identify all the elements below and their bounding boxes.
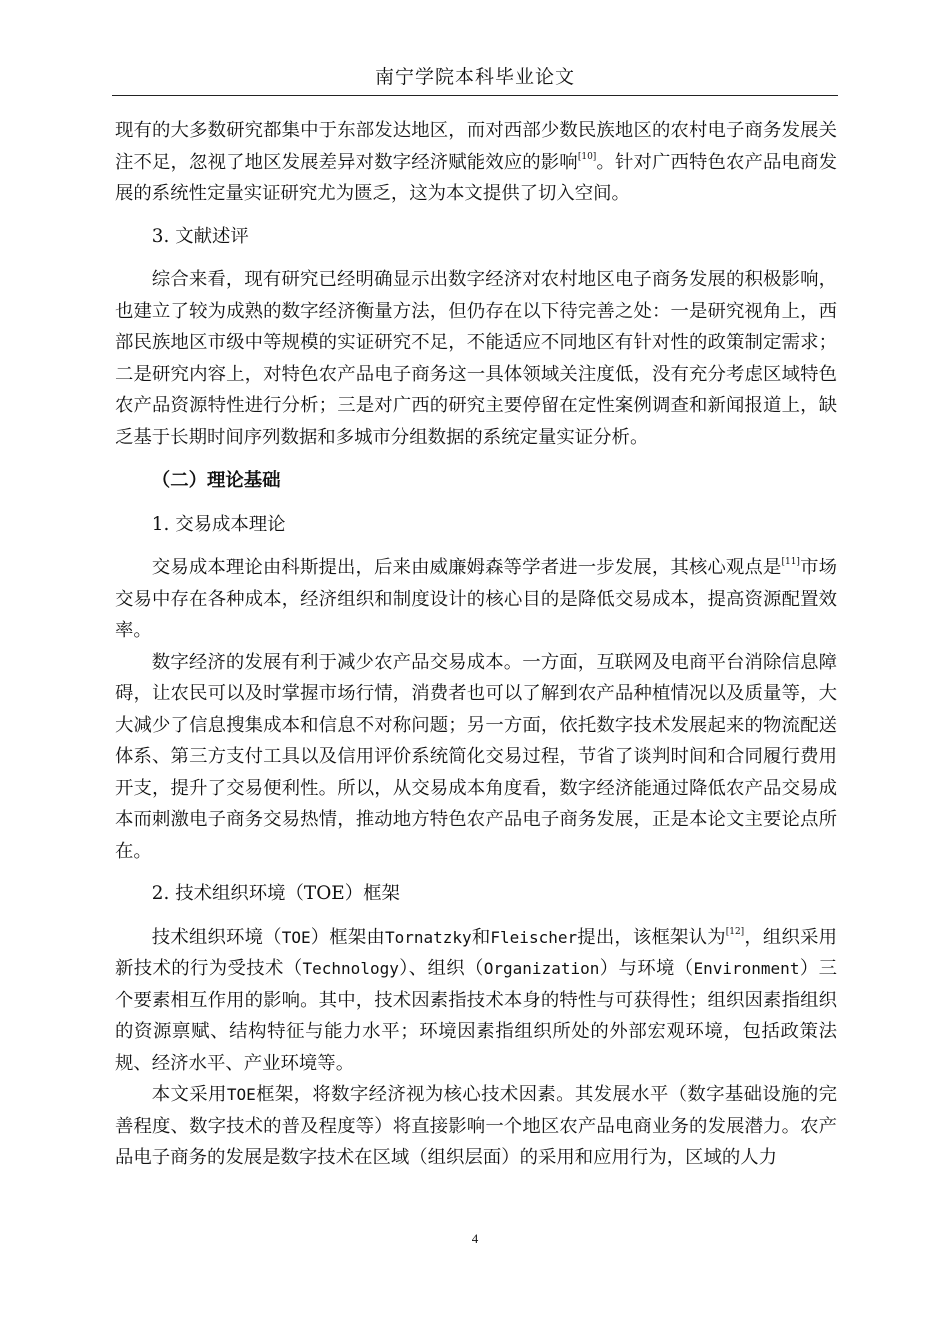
subsection-heading: 1. 交易成本理论 (151, 513, 286, 535)
latin-term: TOE (226, 1085, 256, 1104)
paragraph (115, 115, 837, 210)
citation-marker: [10] (577, 151, 597, 162)
header-divider (112, 95, 838, 96)
text-run: ）三个要素相互作用的影响。其中，技术因素指技术本身的特性与可获得性；组织因素指组织的资源禀赋、结构特征与能力水平；环境因素指组织所处的外部宏观环境，包括政策法规、经济水平、产业环境等。 (115, 958, 837, 1074)
latin-term: Tornatzky (384, 927, 472, 947)
page-number: 4 (471, 1231, 479, 1246)
paragraph (115, 922, 837, 1080)
body-text (115, 115, 837, 1174)
latin-term: Environment (693, 959, 800, 978)
text-run: 本文采用 (151, 1084, 227, 1105)
text-run: 和 (471, 926, 491, 948)
text-run: 数字经济的发展有利于减少农产品交易成本。一方面，互联网及电商平台消除信息障碍，让农民可以及时掌握市场行情，消费者也可以了解到农产品种植情况以及质量等，大大减少了信息搜集成本和信息不对称问题；另一方面，依托数字技术发展起来的物流配送体系、第三方支付工具以及信用评价系统简化交易过程，节省了谈判时间和合同履行费用开支，提升了交易便利性。所以，从交易成本角度看，数字经济能通过降低农产品交易成本而刺激电子商务交易热情，推动地方特色农产品电子商务发展，正是本论文主要论点所在。 (115, 651, 837, 862)
text-run: 。针对广西特色农产品电商发展的系统性定量实证研究尤为匮乏，这为本文提供了切入空间。 (115, 151, 837, 204)
paragraph (115, 264, 837, 453)
paragraph (115, 647, 837, 868)
text-run: 市场交易中存在各种成本，经济组织和制度设计的核心目的是降低交易成本，提高资源配置效率。 (115, 557, 837, 641)
text-run: ）与环境（ (599, 958, 694, 979)
latin-term: TOE (281, 927, 311, 947)
text-run: 技术组织环境（ (151, 926, 282, 948)
text-run: 现有的大多数研究都集中于东部发达地区，而对西部少数民族地区的农村电子商务发展关注不足，忽视了地区发展差异对数字经济赋能效应的影响 (115, 120, 837, 173)
latin-term: Fleischer (490, 927, 578, 947)
paragraph (115, 1079, 837, 1174)
latin-term: Organization (483, 959, 600, 978)
latin-term: Technology (302, 959, 399, 978)
text-run: ）框架由 (310, 926, 385, 948)
citation-marker: [11] (781, 557, 800, 567)
section-heading: （二）理论基础 (151, 470, 281, 491)
running-header: 南宁学院本科毕业论文 (374, 66, 575, 88)
paragraph (115, 552, 837, 647)
subsection-heading: 2. 技术组织环境（TOE）框架 (151, 883, 400, 904)
text-run: 提出，该框架认为 (577, 926, 726, 948)
subsection-heading: 3. 文献述评 (151, 225, 249, 247)
text-run: 综合来看，现有研究已经明确显示出数字经济对农村地区电子商务发展的积极影响，也建立了较为成熟的数字经济衡量方法，但仍存在以下待完善之处：一是研究视角上，西部民族地区市级中等规模的实证研究不足，不能适应不同地区有针对性的政策制定需求；二是研究内容上，对特色农产品电子商务这一具体领域关注度低，没有充分考虑区域特色农产品资源特性进行分析；三是对广西的研究主要停留在定性案例调查和新闻报道上，缺乏基于长期时间序列数据和多城市分组数据的系统定量实证分析。 (115, 269, 837, 448)
text-run: 交易成本理论由科斯提出，后来由威廉姆森等学者进一步发展，其核心观点是 (151, 557, 782, 578)
text-run: 框架，将数字经济视为核心技术因素。其发展水平（数字基础设施的完善程度、数字技术的普及程度等）将直接影响一个地区农产品电商业务的发展潜力。农产品电子商务的发展是数字技术在区域（组织层面）的采用和应用行为，区域的人力 (115, 1084, 837, 1168)
text-run: ）、组织（ (398, 958, 484, 979)
text-run: ，组织采用新技术的行为受技术（ (115, 926, 837, 979)
citation-marker: [12] (725, 926, 745, 937)
